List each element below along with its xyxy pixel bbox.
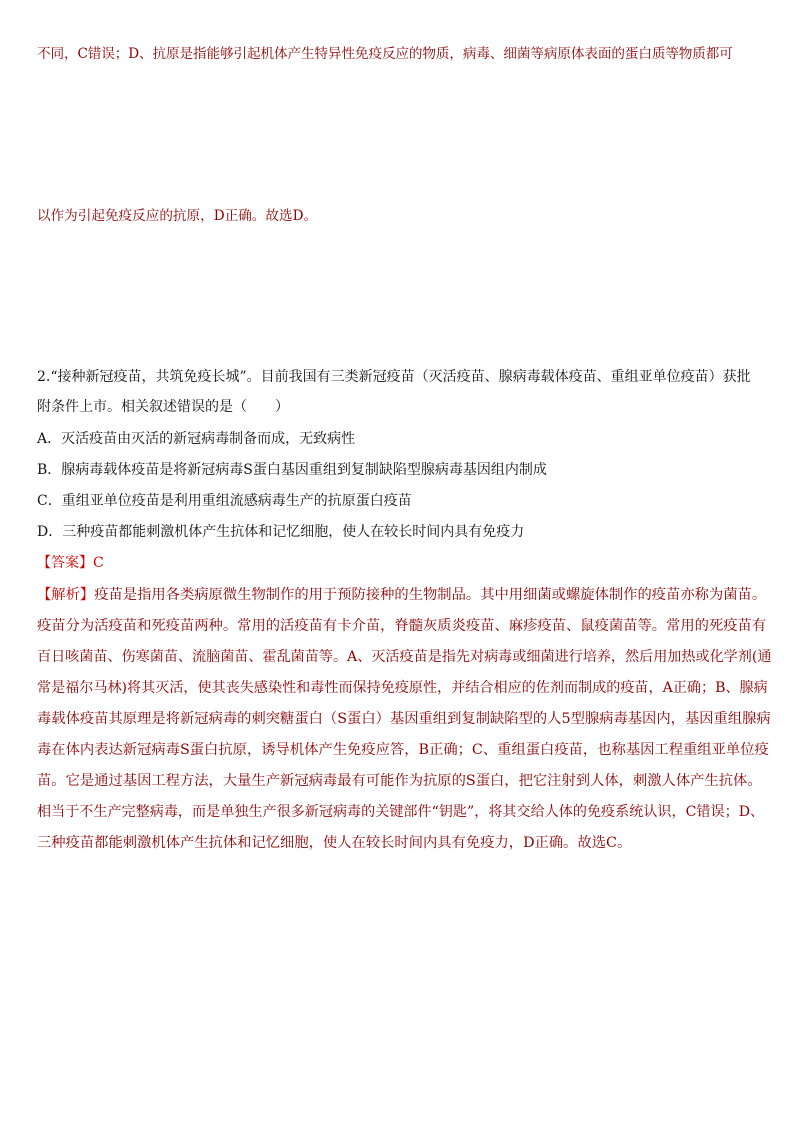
analysis-line: 毒载体疫苗其原理是将新冠病毒的刺突糖蛋白（S蛋白）基因重组到复制缺陷型的人5型腺病毒基因内，基因重组腺病 (37, 711, 771, 727)
answer-line (37, 553, 104, 573)
option-d: D．三种疫苗都能刺激机体产生抗体和记忆细胞，使人在较长时间内具有免疫力 (37, 524, 525, 540)
analysis-line: 百日咳菌苗、伤寒菌苗、流脑菌苗、霍乱菌苗等。A、灭活疫苗是指先对病毒或细菌进行培养，然后用加热或化学剂(通 (37, 649, 772, 665)
analysis-line: 相当于不生产完整病毒，而是单独生产很多新冠病毒的关键部件“钥匙”，将其交给人体的免疫系统认识，C错误；D、 (37, 804, 765, 820)
analysis-text: 疫苗是指用各类病原微生物制作的用于预防接种的生物制品。其中用细菌或螺旋体制作的疫苗亦称为菌苗。 (94, 587, 767, 603)
answer-value: C (93, 555, 104, 571)
analysis-line: 疫苗分为活疫苗和死疫苗两种。常用的活疫苗有卡介苗，脊髓灰质炎疫苗、麻疹疫苗、鼠疫菌苗等。常用的死疫苗有 (37, 618, 767, 634)
analysis-label: 【解析】 (37, 587, 95, 603)
option-a: A．灭活疫苗由灭活的新冠病毒制备而成，无致病性 (37, 431, 356, 447)
question-stem: 2.“接种新冠疫苗，共筑免疫长城”。目前我国有三类新冠疫苗（灭活疫苗、腺病毒载体疫苗、重组亚单位疫苗）获批 (37, 369, 751, 385)
analysis-line: 常是福尔马林)将其灭活，使其丧失感染性和毒性而保持免疫原性，并结合相应的佐剂而制成的疫苗，A正确；B、腺病 (37, 680, 768, 696)
option-b: B．腺病毒载体疫苗是将新冠病毒S蛋白基因重组到复制缺陷型腺病毒基因组内制成 (37, 462, 547, 478)
answer-label: 【答案】 (37, 555, 93, 571)
question-stem: 附条件上市。相关叙述错误的是（ ） (37, 399, 289, 415)
analysis-line: 三种疫苗都能刺激机体产生抗体和记忆细胞，使人在较长时间内具有免疫力，D正确。故选C。 (37, 835, 632, 851)
explanation-continuation-line: 不同，C错误；D、抗原是指能够引起机体产生特异性免疫反应的物质，病毒、细菌等病原体表面的蛋白质等物质都可 (37, 46, 733, 62)
explanation-continuation-line: 以作为引起免疫反应的抗原，D正确。故选D。 (37, 208, 318, 224)
analysis-line: 苗。它是通过基因工程方法，大量生产新冠病毒最有可能作为抗原的S蛋白，把它注射到人体，刺激人体产生抗体。 (37, 773, 762, 789)
analysis-line: 毒在体内表达新冠病毒S蛋白抗原，诱导机体产生免疫应答，B正确；C、重组蛋白疫苗，也称基因工程重组亚单位疫 (37, 742, 769, 758)
analysis-line (37, 585, 766, 605)
option-c: C．重组亚单位疫苗是利用重组流感病毒生产的抗原蛋白疫苗 (37, 493, 412, 509)
